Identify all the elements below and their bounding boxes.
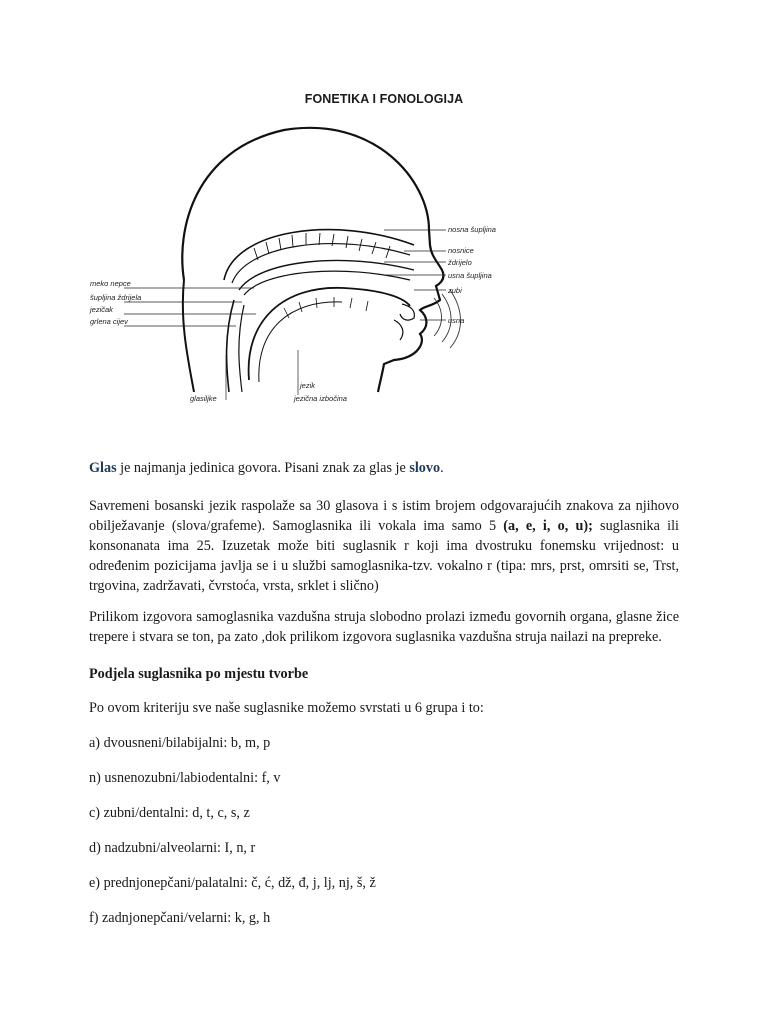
list-item-group-d: d) nadzubni/alveolarni: I, n, r: [89, 840, 256, 856]
label-jezik: jezik: [300, 381, 316, 390]
label-zubi: zubi: [448, 286, 462, 295]
label-usna-supljina: usna šupljina: [448, 271, 492, 280]
label-grlena-cijev: grlena cijev: [90, 317, 128, 326]
neck-back: [183, 280, 194, 392]
label-usna: usna: [448, 316, 465, 325]
list-item-group-e: e) prednjonepčani/palatalni: č, ć, dž, đ, j, lj, nj, š, ž: [89, 875, 376, 891]
label-glasiljke: glasiljke: [190, 394, 217, 403]
paragraph-glasovi: Savremeni bosanski jezik raspolaže sa 30 glasova i s istim brojem odgovarajućih znakova za njihovo obilježavanje (slova/grafeme). Samoglasnika ili vokala ima samo 5 (a, e, i, o, u); suglasnika ili konsonanata ima 25. Izuzetak može biti suglasnik r koji ima dvostruku fonemsku vrijednost: u određenim pozicijama javlja se i u službi samoglasnika-tzv. vokalno r (tipa: mrs, prst, omrsiti se, Trst, trgovina, zadržavati, čvrstoća, vrsta, srklet i slično): [89, 498, 679, 594]
list-item-group-f: f) zadnjonepčani/velarni: k, g, h: [89, 910, 271, 926]
list-item-group-b: n) usnenozubni/labiodentalni: f, v: [89, 770, 281, 786]
label-nosnice: nosnice: [448, 246, 474, 255]
label-jezicak: jezičak: [90, 305, 113, 314]
section-heading: Podjela suglasnika po mjestu tvorbe: [89, 666, 309, 682]
vowels-list: (a, e, i, o, u);: [503, 518, 593, 534]
vocal-tract-diagram: [84, 120, 504, 420]
paragraph-intro: Po ovom kriteriju sve naše suglasnike možemo svrstati u 6 grupa i to:: [89, 700, 484, 716]
paragraph-izgovor: Prilikom izgovora samoglasnika vazdušna struja slobodno prolazi između govornih organa, glasne žice trepere i stvara se ton, pa zato ,dok prilikom izgovora suglasnika vazdušna struja nailazi na prepreke.: [89, 609, 679, 645]
list-item-group-c: c) zubni/dentalni: d, t, c, s, z: [89, 805, 250, 821]
document-title: FONETIKA I FONOLOGIJA: [304, 92, 464, 106]
list-item-group-a: a) dvousneni/bilabijalni: b, m, p: [89, 735, 271, 751]
label-nosna-supljina: nosna šupljina: [448, 225, 496, 234]
term-slovo: slovo: [409, 460, 441, 476]
label-jezicna-izbocina: jezična izbočina: [294, 394, 347, 403]
label-meko-nepce: meko nepce: [90, 279, 131, 288]
label-supljina-zdrijela: šupljina ždrijela: [90, 293, 142, 302]
term-glas: Glas: [89, 460, 117, 476]
head-outline: [182, 128, 443, 392]
paragraph-glas: Glas je najmanja jedinica govora. Pisani znak za glas je slovo.: [89, 460, 444, 476]
label-zdrijelo: ždrijelo: [448, 258, 472, 267]
